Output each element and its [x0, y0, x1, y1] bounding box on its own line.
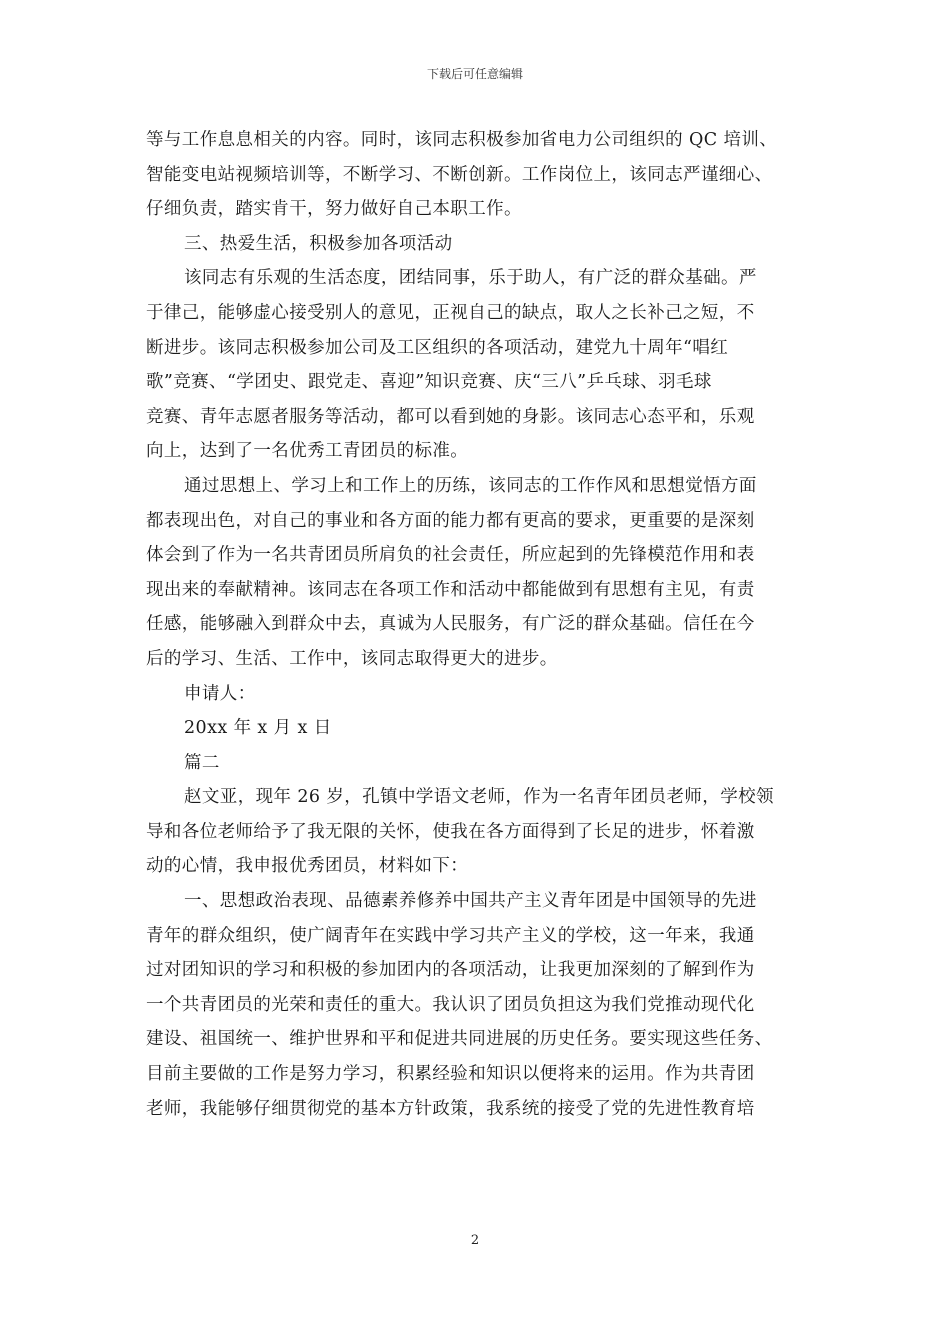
- text-line: 仔细负责，踏实肯干，努力做好自己本职工作。: [146, 199, 522, 220]
- page-number: 2: [470, 1233, 480, 1248]
- text-line: 后的学习、生活、工作中，该同志取得更大的进步。: [146, 648, 558, 669]
- text-line: 任感，能够融入到群众中去，真诚为人民服务，有广泛的群众基础。信任在今: [146, 614, 755, 635]
- page-header-note: 下载后可任意编辑: [426, 67, 523, 81]
- text-line: 现出来的奉献精神。该同志在各项工作和活动中都能做到有思想有主见，有责: [146, 579, 755, 600]
- text-line: 动的心情，我申报优秀团员，材料如下：: [146, 856, 469, 877]
- text-line: 于律己，能够虚心接受别人的意见，正视自己的缺点，取人之长补己之短，不: [146, 302, 755, 323]
- document-body: [146, 123, 811, 1126]
- text-line: 通过思想上、学习上和工作上的历练，该同志的工作作风和思想觉悟方面: [184, 475, 757, 496]
- text-line: 青年的群众组织，使广阔青年在实践中学习共产主义的学校，这一年来，我通: [146, 925, 755, 946]
- text-line: 20xx 年 x 月 x 日: [184, 718, 332, 739]
- text-line: 断进步。该同志积极参加公司及工区组织的各项活动，建党九十周年“唱红: [146, 337, 729, 358]
- text-line: 体会到了作为一名共青团员所肩负的社会责任，所应起到的先锋模范作用和表: [146, 545, 755, 566]
- text-line: 老师，我能够仔细贯彻党的基本方针政策，我系统的接受了党的先进性教育培: [146, 1098, 755, 1119]
- text-line: 智能变电站视频培训等，不断学习、不断创新。工作岗位上，该同志严谨细心、: [146, 164, 773, 185]
- text-line: 建设、祖国统一、维护世界和平和促进共同进展的历史任务。要实现这些任务、: [146, 1029, 773, 1050]
- text-line: 该同志有乐观的生活态度，团结同事，乐于助人，有广泛的群众基础。严: [184, 268, 757, 289]
- text-line: 导和各位老师给予了我无限的关怀，使我在各方面得到了长足的进步，怀着激: [146, 821, 755, 842]
- text-line: 篇二: [184, 752, 220, 773]
- text-line: 一、思想政治表现、品德素养修养中国共产主义青年团是中国领导的先进: [184, 891, 757, 912]
- text-line: 歌”竞赛、“学团史、跟党走、喜迎”知识竞赛、庆“三八”乒乓球、羽毛球: [146, 372, 712, 393]
- text-line: 向上，达到了一名优秀工青团员的标准。: [146, 441, 469, 462]
- text-line: 一个共青团员的光荣和责任的重大。我认识了团员负担这为我们党推动现代化: [146, 994, 755, 1015]
- text-line: 赵文亚，现年 26 岁，孔镇中学语文老师，作为一名青年团员老师，学校领: [184, 787, 774, 808]
- text-line: 目前主要做的工作是努力学习，积累经验和知识以便将来的运用。作为共青团: [146, 1064, 755, 1085]
- text-line: 竞赛、青年志愿者服务等活动，都可以看到她的身影。该同志心态平和，乐观: [146, 406, 755, 427]
- text-line: 等与工作息息相关的内容。同时，该同志积极参加省电力公司组织的 QC 培训、: [146, 130, 778, 150]
- text-line: 三、热爱生活，积极参加各项活动: [184, 233, 453, 254]
- text-line: 申请人：: [184, 683, 256, 704]
- text-line: 都表现出色，对自己的事业和各方面的能力都有更高的要求，更重要的是深刻: [146, 510, 755, 531]
- text-line: 过对团知识的学习和积极的参加团内的各项活动，让我更加深刻的了解到作为: [146, 960, 755, 981]
